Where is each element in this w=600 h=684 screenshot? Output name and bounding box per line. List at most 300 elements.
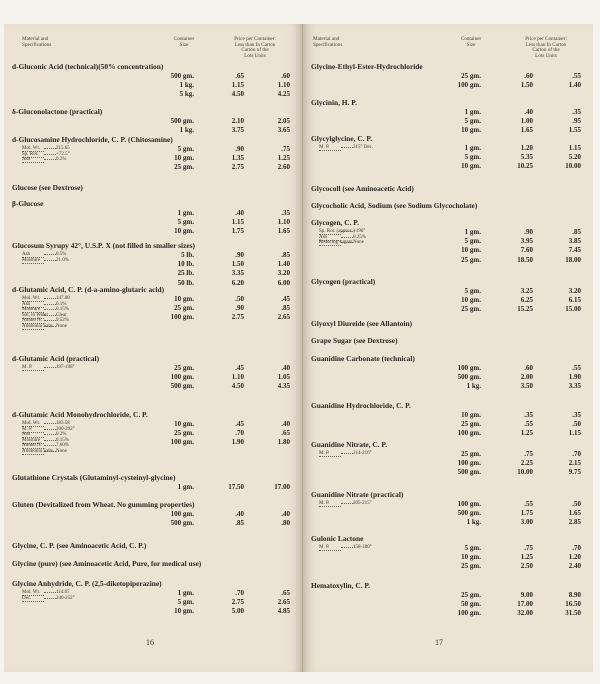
price-less-than-carton: 1.10 — [231, 373, 244, 382]
price-carton: .35 — [281, 209, 290, 217]
spec-label: Moisture — [22, 307, 44, 313]
spec-value: 205-215° — [353, 501, 372, 506]
container-size: 10 gm. — [461, 162, 481, 171]
price-carton: .50 — [572, 420, 581, 429]
container-size: 100 gm. — [457, 364, 481, 372]
price-less-than-carton: .65 — [235, 72, 244, 80]
spec-label: Ash — [22, 157, 44, 163]
price-less-than-carton: 3.00 — [520, 518, 533, 527]
spec-leader — [44, 159, 56, 160]
container-size: 10 gm. — [461, 246, 481, 255]
spec-label: Mol. Wt. — [22, 296, 44, 302]
price-carton: 1.90 — [568, 373, 581, 382]
price-less-than-carton: .50 — [235, 295, 244, 303]
price-carton: 1.80 — [277, 438, 290, 447]
spec-value: 0.15% — [56, 437, 69, 443]
spec-value: 147.08 — [56, 296, 70, 301]
entry-name: β-Glucose — [12, 199, 44, 208]
container-size: 100 gm. — [170, 438, 194, 447]
spec-label: M. P. — [319, 145, 341, 151]
price-less-than-carton: 7.60 — [520, 246, 533, 255]
container-size: 5 gm. — [464, 237, 481, 246]
price-carton: 6.00 — [277, 278, 290, 287]
price-carton: 4.25 — [277, 90, 290, 99]
spec-leader — [44, 326, 56, 327]
price-less-than-carton: .85 — [235, 519, 244, 528]
spec-label: M. P. — [22, 427, 44, 433]
spec-label: M. P. — [22, 365, 44, 371]
spec-line — [22, 157, 66, 163]
spec-leader — [341, 147, 353, 148]
entry-name: Guanidine Nitrate (practical) — [311, 490, 404, 499]
spec-label: Dec. — [22, 596, 44, 602]
price-less-than-carton: .40 — [524, 108, 533, 116]
spec-value: +196° — [353, 229, 366, 234]
price-carton: 1.05 — [277, 373, 290, 382]
spec-value: Clear — [56, 312, 67, 318]
price-carton: 8.90 — [568, 591, 581, 599]
container-size: 5 gm. — [464, 117, 481, 126]
container-size: 1 kg. — [179, 81, 194, 90]
price-less-than-carton: 6.25 — [520, 296, 533, 305]
price-less-than-carton: .90 — [235, 145, 244, 153]
price-carton: 2.15 — [568, 459, 581, 468]
price-carton: .40 — [281, 420, 290, 428]
spec-leader — [44, 320, 56, 321]
price-less-than-carton: 1.20 — [520, 144, 533, 152]
entry-name: Glycogen (practical) — [311, 277, 376, 286]
price-carton: 1.15 — [568, 429, 581, 438]
price-carton: 17.00 — [274, 483, 290, 491]
container-size: 1 gm. — [177, 209, 194, 217]
spec-label: Sp. Rot. — [22, 152, 44, 158]
entry-name: d-Glutamic Acid (practical) — [12, 354, 100, 363]
container-size: 10 gm. — [174, 420, 194, 428]
entry-name: δ-Gluconolactone (practical) — [12, 107, 103, 116]
price-carton: 2.40 — [568, 562, 581, 571]
price-carton: 4.35 — [277, 382, 290, 391]
entry-name: d-Gluconic Acid (technical)(50% concentration) — [12, 62, 164, 71]
price-less-than-carton: 1.25 — [520, 429, 533, 438]
price-less-than-carton: 3.95 — [520, 237, 533, 246]
price-less-than-carton: 9.00 — [520, 591, 533, 599]
price-less-than-carton: 2.00 — [520, 373, 533, 382]
price-carton: 9.75 — [568, 468, 581, 477]
page-number: 16 — [146, 638, 154, 647]
spec-leader — [44, 367, 56, 368]
entry-name: Gluten (Devitalized from Wheat. No gumming properties) — [12, 500, 195, 509]
spec-value: +72.5° — [56, 151, 70, 157]
entry-name: Glycocoll (see Aminoacetic Acid) — [311, 184, 414, 193]
spec-leader — [44, 440, 56, 441]
spec-line — [319, 545, 372, 551]
price-carton: .75 — [281, 145, 290, 153]
spec-value: None — [56, 324, 67, 329]
container-size: 100 gm. — [170, 510, 194, 518]
price-carton: .95 — [572, 117, 581, 126]
container-size: 10 lb. — [177, 260, 194, 269]
entry-name: Glycine-Ethyl-Ester-Hydrochloride — [311, 62, 423, 71]
spec-label: Mol. Wt. — [22, 421, 44, 427]
spec-line — [319, 240, 364, 246]
price-less-than-carton: 1.90 — [231, 438, 244, 447]
entry-name: Guanidine Hydrochloride, C. P. — [311, 401, 411, 410]
container-size: 500 gm. — [170, 117, 194, 125]
spec-leader — [44, 445, 56, 446]
spec-label: Reducing sugars — [319, 240, 353, 246]
spec-label: M. P. — [319, 451, 341, 457]
spec-label: Ash — [319, 235, 341, 241]
price-less-than-carton: 1.15 — [231, 218, 244, 227]
spec-value: 240-252° — [56, 595, 75, 601]
price-carton: 1.40 — [277, 260, 290, 269]
price-carton: 1.10 — [277, 81, 290, 90]
spec-leader — [341, 503, 353, 504]
price-less-than-carton: .90 — [524, 228, 533, 236]
price-carton: 3.35 — [568, 382, 581, 391]
spec-leader — [44, 154, 56, 155]
spec-line — [22, 258, 69, 264]
spec-label: Amino N. — [22, 318, 42, 324]
price-carton: 18.00 — [565, 255, 581, 264]
spec-leader — [341, 231, 353, 232]
price-carton: 15.00 — [565, 305, 581, 314]
price-less-than-carton: 15.25 — [517, 305, 533, 314]
spec-label: Mol. Wt. — [22, 590, 44, 596]
entry-name: Glycinin, H. P. — [311, 98, 357, 107]
spec-line — [319, 145, 373, 151]
price-carton: 1.65 — [568, 509, 581, 518]
container-size: 50 gm. — [461, 600, 481, 609]
price-carton: .50 — [572, 500, 581, 508]
price-less-than-carton: 2.10 — [231, 117, 244, 125]
price-carton: 1.20 — [568, 553, 581, 562]
header-material: Material and Specifications — [22, 36, 52, 48]
spec-label: Amino N. — [22, 443, 42, 449]
spec-value: 215.65 — [56, 146, 70, 151]
spec-value: 0.25% — [353, 234, 366, 240]
entry-name: Glycylglycine, C. P. — [311, 134, 373, 143]
container-size: 100 gm. — [170, 313, 194, 322]
price-less-than-carton: 2.75 — [231, 313, 244, 322]
entry-name: Guanidine Carbonate (technical) — [311, 354, 415, 363]
container-size: 25 gm. — [461, 305, 481, 314]
price-less-than-carton: 3.75 — [231, 126, 244, 135]
container-size: 100 gm. — [457, 459, 481, 468]
price-less-than-carton: 3.25 — [520, 287, 533, 295]
price-carton: .70 — [572, 450, 581, 458]
price-less-than-carton: .90 — [235, 251, 244, 259]
page-right — [303, 24, 593, 672]
price-carton: .65 — [281, 429, 290, 438]
spec-value: 7.60% — [56, 443, 69, 449]
spec-leader — [44, 309, 56, 310]
entry-name: d-Glutamic Acid Monohydrochloride, C. P. — [12, 410, 148, 419]
spec-value: 0.2% — [56, 157, 67, 163]
price-carton: .35 — [572, 411, 581, 419]
spec-label: Ammonia Salts — [22, 324, 53, 329]
spec-label: Sp. Rot. (approx.) — [319, 229, 355, 234]
price-less-than-carton: 10.25 — [517, 162, 533, 171]
container-size: 10 gm. — [461, 411, 481, 419]
container-size: 25 gm. — [461, 562, 481, 571]
entry-name: Glycine (pure) (see Aminoacetic Acid, Pure, for medical use) — [12, 559, 202, 568]
container-size: 10 gm. — [174, 607, 194, 616]
entry-name: Grape Sugar (see Dextrose) — [311, 336, 398, 345]
price-less-than-carton: 6.20 — [231, 278, 244, 287]
price-less-than-carton: .90 — [235, 304, 244, 313]
container-size: 10 gm. — [461, 126, 481, 135]
entry-name: Glycine Anhydride, C. P. (2,5-diketopiperazine) — [12, 579, 162, 588]
price-carton: 16.50 — [565, 600, 581, 609]
price-less-than-carton: 17.00 — [517, 600, 533, 609]
price-less-than-carton: 1.65 — [520, 126, 533, 135]
container-size: 100 gm. — [457, 81, 481, 90]
price-carton: 3.65 — [277, 126, 290, 135]
spec-value: 21.0% — [56, 257, 69, 263]
container-size: 25 gm. — [461, 591, 481, 599]
container-size: 25 gm. — [461, 255, 481, 264]
price-less-than-carton: .45 — [235, 420, 244, 428]
price-less-than-carton: 1.75 — [231, 227, 244, 236]
price-less-than-carton: .40 — [235, 209, 244, 217]
entry-name: d-Glucosamine Hydrochloride, C. P. (Chitosamine) — [12, 135, 173, 144]
spec-value: 215° Dec. — [353, 145, 374, 150]
spec-value: 183.58 — [56, 421, 70, 426]
spec-value: None — [353, 240, 364, 246]
entry-name: Glyoxyl Diureide (see Allantoin) — [311, 319, 413, 328]
price-carton: 31.50 — [565, 609, 581, 618]
price-less-than-carton: 2.50 — [520, 562, 533, 571]
spec-leader — [44, 304, 56, 305]
spec-label: M. P. — [319, 545, 341, 551]
container-size: 10 gm. — [461, 296, 481, 305]
container-size: 1 gm. — [177, 483, 194, 491]
price-less-than-carton: .55 — [524, 420, 533, 429]
container-size: 500 gm. — [457, 468, 481, 477]
header-container: Container Size — [460, 36, 482, 48]
container-size: 100 gm. — [170, 373, 194, 382]
price-less-than-carton: 1.50 — [231, 260, 244, 269]
price-carton: .55 — [572, 72, 581, 80]
spec-value: 0.5% — [56, 252, 67, 257]
spec-line — [22, 596, 75, 602]
spec-value: 114.07 — [56, 590, 70, 595]
container-size: 1 kg. — [466, 382, 481, 391]
spec-leader — [341, 237, 353, 238]
entry-name: Glutathione Crystals (Glutaminyl-cysteinyl-glycine) — [12, 473, 176, 482]
price-carton: 2.65 — [277, 313, 290, 322]
container-size: 10 gm. — [174, 154, 194, 163]
spec-label: Moisture — [22, 258, 44, 264]
container-size: 5 gm. — [177, 145, 194, 153]
container-size: 500 gm. — [457, 509, 481, 518]
price-carton: 10.00 — [565, 162, 581, 171]
price-less-than-carton: .45 — [235, 364, 244, 372]
price-carton: 3.20 — [277, 269, 290, 278]
entry-name: Glycine, C. P. (see Aminoacetic Acid, C. P.) — [12, 541, 147, 550]
price-carton: .85 — [281, 304, 290, 313]
price-less-than-carton: .75 — [524, 544, 533, 552]
container-size: 50 lb. — [177, 278, 194, 287]
spec-label: Ash — [22, 302, 44, 308]
container-size: 100 gm. — [457, 609, 481, 618]
price-less-than-carton: 1.50 — [520, 81, 533, 90]
container-size: 500 gm. — [170, 382, 194, 391]
spec-value: 214-216° — [353, 451, 372, 456]
price-less-than-carton: .60 — [524, 72, 533, 80]
container-size: 1 gm. — [464, 144, 481, 152]
header-container: Container Size — [173, 36, 195, 48]
price-carton: 2.05 — [277, 117, 290, 125]
price-carton: .65 — [281, 589, 290, 597]
container-size: 10 gm. — [174, 227, 194, 236]
container-size: 500 gm. — [457, 373, 481, 382]
price-less-than-carton: 18.50 — [517, 255, 533, 264]
container-size: 500 gm. — [170, 519, 194, 528]
price-less-than-carton: 1.35 — [231, 154, 244, 163]
entry-name: Hematoxylin, C. P. — [311, 581, 371, 590]
container-size: 500 gm. — [170, 72, 194, 80]
price-carton: 3.20 — [568, 287, 581, 295]
entry-name: Glycogen, C. P. — [311, 218, 359, 227]
container-size: 100 gm. — [457, 429, 481, 438]
price-less-than-carton: 1.15 — [231, 81, 244, 90]
spec-value: 0.1% — [56, 301, 67, 307]
price-less-than-carton: .70 — [235, 589, 244, 597]
spec-value: 158-180° — [353, 545, 372, 550]
price-carton: 4.85 — [277, 607, 290, 616]
price-carton: .40 — [281, 510, 290, 518]
container-size: 100 gm. — [457, 500, 481, 508]
price-less-than-carton: 1.75 — [520, 509, 533, 518]
spec-leader — [341, 453, 353, 454]
container-size: 25 gm. — [461, 72, 481, 80]
spec-leader — [341, 242, 353, 243]
spec-label: Mol. Wt. — [22, 146, 44, 152]
container-size: 1 gm. — [464, 108, 481, 116]
spec-line — [22, 365, 75, 371]
container-size: 5 gm. — [464, 544, 481, 552]
price-carton: 6.15 — [568, 296, 581, 305]
container-size: 5 gm. — [464, 287, 481, 295]
spec-value: 9.52% — [56, 318, 69, 324]
container-size: 5 kg. — [179, 90, 194, 99]
entry-name: d-Glutamic Acid, C. P. (d-a-amino-glutaric acid) — [12, 285, 165, 294]
price-less-than-carton: 3.50 — [520, 382, 533, 391]
price-less-than-carton: 1.00 — [520, 117, 533, 126]
price-less-than-carton: .75 — [524, 450, 533, 458]
price-less-than-carton: 4.50 — [231, 90, 244, 99]
entry-name: Glycocholic Acid, Sodium (see Sodium Glycocholate) — [311, 201, 478, 210]
spec-leader — [44, 423, 56, 424]
price-carton: 1.40 — [568, 81, 581, 90]
container-size: 1 gm. — [177, 589, 194, 597]
spec-label: Sol. in Water — [22, 312, 49, 318]
price-less-than-carton: .40 — [235, 510, 244, 518]
container-size: 5 gm. — [177, 218, 194, 227]
price-carton: 1.25 — [277, 154, 290, 163]
spec-value: 0.2% — [56, 432, 67, 438]
spec-leader — [44, 298, 56, 299]
price-carton: .60 — [281, 72, 290, 80]
header-material: Material and Specifications — [313, 36, 343, 48]
container-size: 25 gm. — [174, 364, 194, 372]
price-carton: 7.45 — [568, 246, 581, 255]
spec-label: Ash — [22, 252, 44, 258]
container-size: 10 gm. — [461, 553, 481, 562]
spec-leader — [44, 148, 56, 149]
price-less-than-carton: 10.00 — [517, 468, 533, 477]
price-less-than-carton: .60 — [524, 364, 533, 372]
spec-value: 200-202° — [56, 426, 75, 432]
page-number: 17 — [435, 638, 443, 647]
price-carton: 2.85 — [568, 518, 581, 527]
spec-line — [22, 324, 67, 330]
spec-leader — [44, 254, 56, 255]
price-carton: 5.20 — [568, 153, 581, 162]
container-size: 10 gm. — [174, 295, 194, 303]
spec-leader — [44, 434, 56, 435]
container-size: 1 kg. — [466, 518, 481, 527]
spec-label: M. P. — [319, 501, 341, 507]
price-carton: 2.65 — [277, 598, 290, 607]
price-carton: .70 — [572, 544, 581, 552]
price-less-than-carton: .55 — [524, 500, 533, 508]
spec-value: None — [56, 449, 67, 454]
header-price: Price per Container: Less than In Carton Carton of the Lots Units — [525, 36, 567, 59]
price-carton: .35 — [572, 108, 581, 116]
spec-leader — [44, 260, 56, 261]
entry-name: Glucose (see Dextrose) — [12, 183, 83, 192]
spec-line — [319, 501, 372, 507]
container-size: 1 kg. — [179, 126, 194, 135]
price-carton: 2.60 — [277, 163, 290, 172]
spec-label: Ammonia Salts — [22, 449, 53, 454]
spec-value: 0.15% — [56, 307, 69, 313]
spec-leader — [44, 592, 56, 593]
container-size: 25 gm. — [461, 420, 481, 429]
price-carton: 1.15 — [568, 144, 581, 152]
price-less-than-carton: 2.75 — [231, 163, 244, 172]
price-less-than-carton: 5.00 — [231, 607, 244, 616]
spec-label: Moisture — [22, 438, 44, 444]
price-less-than-carton: .35 — [524, 411, 533, 419]
price-less-than-carton: 2.25 — [520, 459, 533, 468]
spec-line — [319, 451, 372, 457]
container-size: 1 gm. — [464, 228, 481, 236]
container-size: 25 gm. — [174, 163, 194, 172]
spec-leader — [44, 315, 56, 316]
price-carton: .45 — [281, 295, 290, 303]
spec-line — [22, 449, 67, 455]
price-carton: .80 — [281, 519, 290, 528]
price-less-than-carton: 17.50 — [228, 483, 244, 491]
price-carton: 1.10 — [277, 218, 290, 227]
price-less-than-carton: .70 — [235, 429, 244, 438]
container-size: 5 gm. — [464, 153, 481, 162]
price-less-than-carton: 32.00 — [517, 609, 533, 618]
spec-leader — [44, 451, 56, 452]
container-size: 5 lb. — [181, 251, 194, 259]
container-size: 5 gm. — [177, 598, 194, 607]
spec-value: 197-198° — [56, 365, 75, 370]
container-size: 25 gm. — [174, 304, 194, 313]
container-size: 25 gm. — [461, 450, 481, 458]
price-carton: 3.85 — [568, 237, 581, 246]
price-carton: .55 — [572, 364, 581, 372]
header-price: Price per Container: Less than In Carton Carton of the Lots Units — [234, 36, 276, 59]
